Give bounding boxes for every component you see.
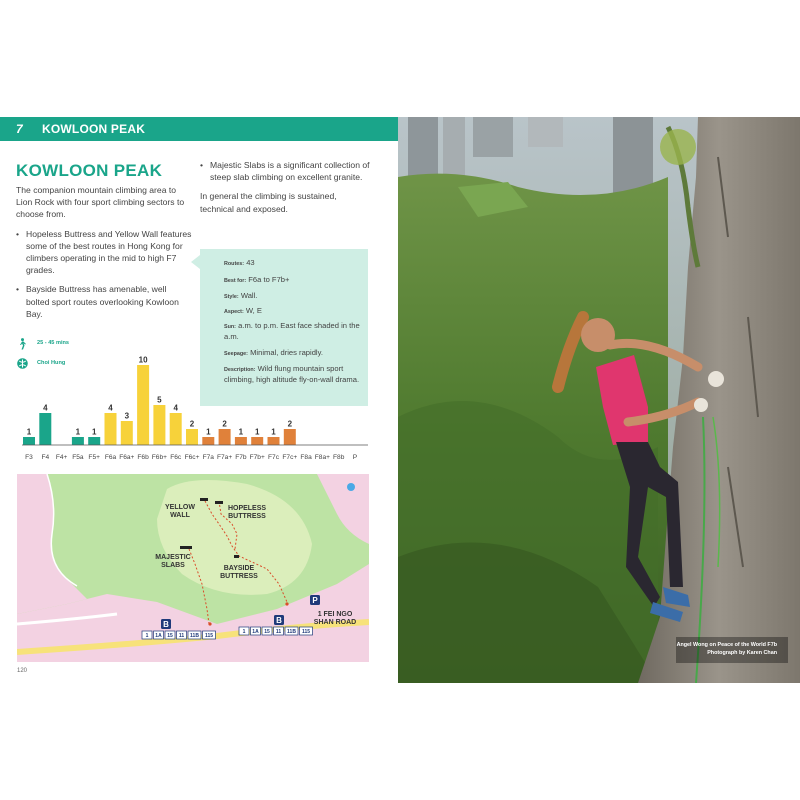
bar-f6b [137, 365, 149, 445]
chapter-number: 7 [16, 122, 23, 136]
bar-f3 [23, 437, 35, 445]
bus-route-number: 1A [155, 633, 162, 639]
bar-f7a [202, 437, 214, 445]
crag-marker-majestic [180, 546, 192, 549]
parking-label: P [312, 596, 318, 605]
bar-value-label: 2 [189, 419, 195, 429]
bar-f7c [268, 437, 280, 445]
grade-tick-label: F8a [300, 454, 312, 461]
bar-f6c [170, 413, 182, 445]
intro-text: The companion mountain climbing area to Lion Rock with four sport climbing sectors to choose from. [16, 185, 185, 220]
photo-caption [677, 641, 777, 657]
caption-line-photographer: Photograph by Karen Chan [707, 650, 777, 656]
bar-f7aplus [219, 429, 231, 445]
label-yellow-wall: YELLOW WALL [165, 504, 195, 519]
grade-bar-chart [16, 348, 368, 466]
bus-route-number: 11 [275, 629, 282, 635]
bus-route-number: 1A [252, 629, 259, 635]
grade-tick-label: F6c+ [184, 454, 200, 461]
bullet-majestic: • Majestic Slabs is a significant collection of steep slab climbing on excellent granite. [200, 159, 372, 183]
grade-tick-label: F7a+ [216, 454, 233, 461]
grade-tick-label: F7a [202, 454, 214, 461]
grade-tick-label: F7b+ [249, 454, 265, 461]
info-style: Style: Wall. [224, 291, 258, 300]
grade-tick-label: F3 [25, 454, 33, 461]
grade-tick-label: F8a+ [314, 454, 331, 461]
chalked-hand [694, 398, 708, 412]
label-majestic-slabs: MAJESTIC SLABS [155, 554, 191, 569]
grade-tick-label: F6c [170, 454, 182, 461]
station-name: Choi Hung [37, 360, 66, 366]
grade-tick-label: F7b [235, 454, 247, 461]
bullet-bayside: • Bayside Buttress has amenable, well bolted sport routes overlooking Kowloon Bay. [16, 283, 192, 320]
bar-value-label: 1 [206, 427, 211, 437]
bar-value-label: 1 [238, 427, 244, 437]
intro-column [16, 184, 192, 327]
grade-tick-label: F6a+ [119, 454, 135, 461]
grade-tick-label: F6b [137, 454, 149, 461]
grade-tick-label: F7c [268, 454, 279, 461]
grade-tick-label: F5+ [88, 454, 100, 461]
summary-text: In general the climbing is sustained, technical and exposed. [200, 191, 337, 214]
chapter-title: KOWLOON PEAK [42, 122, 146, 136]
bar-f6a [105, 413, 117, 445]
grade-tick-label: F4 [41, 454, 50, 461]
bar-value-label: 5 [157, 395, 162, 405]
bar-value-label: 2 [222, 419, 227, 429]
info-aspect: Aspect: W, E [224, 306, 262, 315]
bar-value-label: 3 [124, 411, 130, 421]
grade-tick-label: F5a [72, 454, 84, 461]
bullet-hopeless: • Hopeless Buttress and Yellow Wall features some of the best routes in Hong Kong for climbers operating in the mid to high F7 grades. [16, 228, 192, 277]
bar-value-label: 4 [108, 403, 113, 413]
bar-value-label: 2 [287, 419, 293, 429]
bus-route-number: 11B [287, 629, 296, 635]
sector-bullets-right [200, 159, 372, 183]
bus-label-east: B [276, 616, 282, 625]
bus-route-number: 11B [190, 633, 199, 639]
bar-f6bplus [153, 405, 165, 445]
grade-tick-label: F6a [104, 454, 117, 461]
bus-label-west: B [163, 620, 169, 629]
info-description: Description: Wild flung mountain sport climbing, high altitude fly-on-wall drama. [224, 364, 360, 384]
walker-icon [17, 338, 27, 348]
approach-walk [17, 338, 69, 348]
sector-bullets [16, 228, 192, 320]
bar-f7cplus [284, 429, 296, 445]
right-column [200, 159, 372, 222]
tower-block [443, 117, 465, 177]
grade-tick-label: P [352, 454, 358, 461]
info-seepage: Seepage: Minimal, dries rapidly. [224, 348, 323, 357]
grade-tick-label: F6b+ [151, 454, 168, 461]
bar-f5a [72, 437, 84, 445]
chalked-hand [708, 371, 724, 387]
bar-f6cplus [186, 429, 198, 445]
water-tank-marker [347, 483, 355, 491]
bar-value-label: 10 [138, 355, 148, 365]
bar-value-label: 4 [173, 403, 178, 413]
chapter-header-bar [0, 117, 398, 141]
approach-map [17, 474, 369, 662]
grade-tick-label: F8b [333, 454, 345, 461]
bus-route-number: 115 [204, 633, 214, 639]
bar-f5plus [88, 437, 100, 445]
path-start-east [285, 602, 288, 605]
grade-tick-label: F4+ [55, 454, 68, 461]
path-start-west [208, 622, 211, 625]
grade-tick-label: F7c+ [282, 454, 298, 461]
bar-f7bplus [251, 437, 263, 445]
info-bestfor: Best for: F6a to F7b+ [224, 275, 290, 284]
bar-value-label: 1 [271, 427, 276, 437]
walk-time: 25 - 45 mins [37, 340, 70, 346]
crag-marker-hopeless [215, 501, 223, 504]
climber-photo [398, 117, 800, 683]
bar-value-label: 1 [254, 427, 260, 437]
bar-f7b [235, 437, 247, 445]
bus-route-number: 15 [167, 633, 173, 639]
label-hopeless-buttress: HOPELESS BUTTRESS [227, 505, 267, 520]
page-title: KOWLOON PEAK [16, 161, 163, 180]
label-fei-ngo-shan-road: 1 FEI NGO SHAN ROAD [313, 611, 357, 626]
bar-value-label: 4 [43, 403, 48, 413]
tree-foliage [660, 129, 696, 165]
tower-block [528, 117, 563, 147]
info-sun: Sun: a.m. to p.m. East face shaded in the a.m. [224, 321, 360, 341]
bus-route-number: 15 [264, 629, 270, 635]
bus-route-number: 11 [178, 633, 185, 639]
info-routes: Routes: 43 [224, 258, 255, 267]
page-number: 120 [17, 668, 28, 674]
bus-route-number: 115 [301, 629, 311, 635]
crag-marker-bayside [234, 555, 239, 558]
bus-route-number: 1 [145, 633, 149, 639]
caption-line-climber: Angel Wong on Peace of the World F7b [676, 642, 777, 648]
bar-value-label: 1 [75, 427, 81, 437]
tower-block [473, 117, 513, 157]
bar-f4 [39, 413, 51, 445]
bar-f6aplus [121, 421, 133, 445]
label-bayside-buttress: BAYSIDE BUTTRESS [220, 565, 258, 580]
crag-marker-yellow [200, 498, 208, 501]
bus-route-number: 1 [242, 629, 246, 635]
bar-value-label: 1 [26, 427, 32, 437]
bar-value-label: 1 [91, 427, 97, 437]
